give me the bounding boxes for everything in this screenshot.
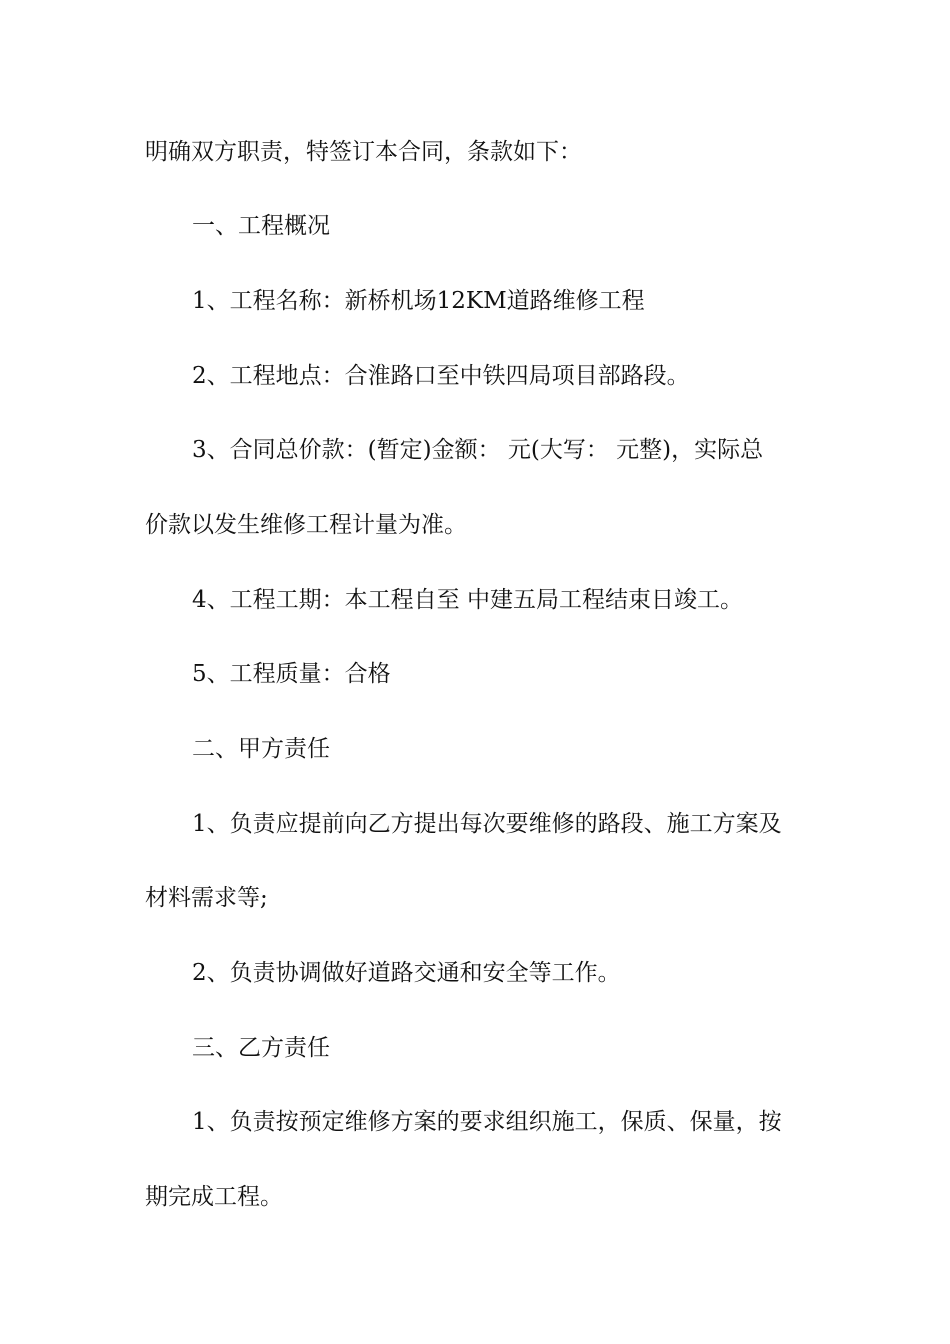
section-heading-party-a: 二、甲方责任 <box>192 736 330 762</box>
section-heading-party-b: 三、乙方责任 <box>192 1035 330 1061</box>
party-a-duty-1: 1、负责应提前向乙方提出每次要维修的路段、施工方案及 <box>192 811 782 837</box>
party-a-duty-2: 2、负责协调做好道路交通和安全等工作。 <box>192 960 621 986</box>
party-a-duty-1-continued: 材料需求等; <box>145 885 268 911</box>
party-b-duty-1: 1、负责按预定维修方案的要求组织施工，保质、保量，按 <box>192 1109 782 1135</box>
contract-price-line: 3、合同总价款：(暂定)金额： 元(大写： 元整)，实际总 <box>192 437 764 463</box>
contract-intro-line: 明确双方职责，特签订本合同，条款如下： <box>145 139 582 165</box>
project-schedule-line: 4、工程工期：本工程自至 中建五局工程结束日竣工。 <box>192 587 743 613</box>
section-heading-overview: 一、工程概况 <box>192 213 330 239</box>
project-name-line: 1、工程名称：新桥机场12KM道路维修工程 <box>192 288 645 314</box>
project-quality-line: 5、工程质量：合格 <box>192 661 391 687</box>
party-b-duty-1-continued: 期完成工程。 <box>145 1184 283 1210</box>
contract-price-line-continued: 价款以发生维修工程计量为准。 <box>145 512 467 538</box>
project-location-line: 2、工程地点：合淮路口至中铁四局项目部路段。 <box>192 363 690 389</box>
